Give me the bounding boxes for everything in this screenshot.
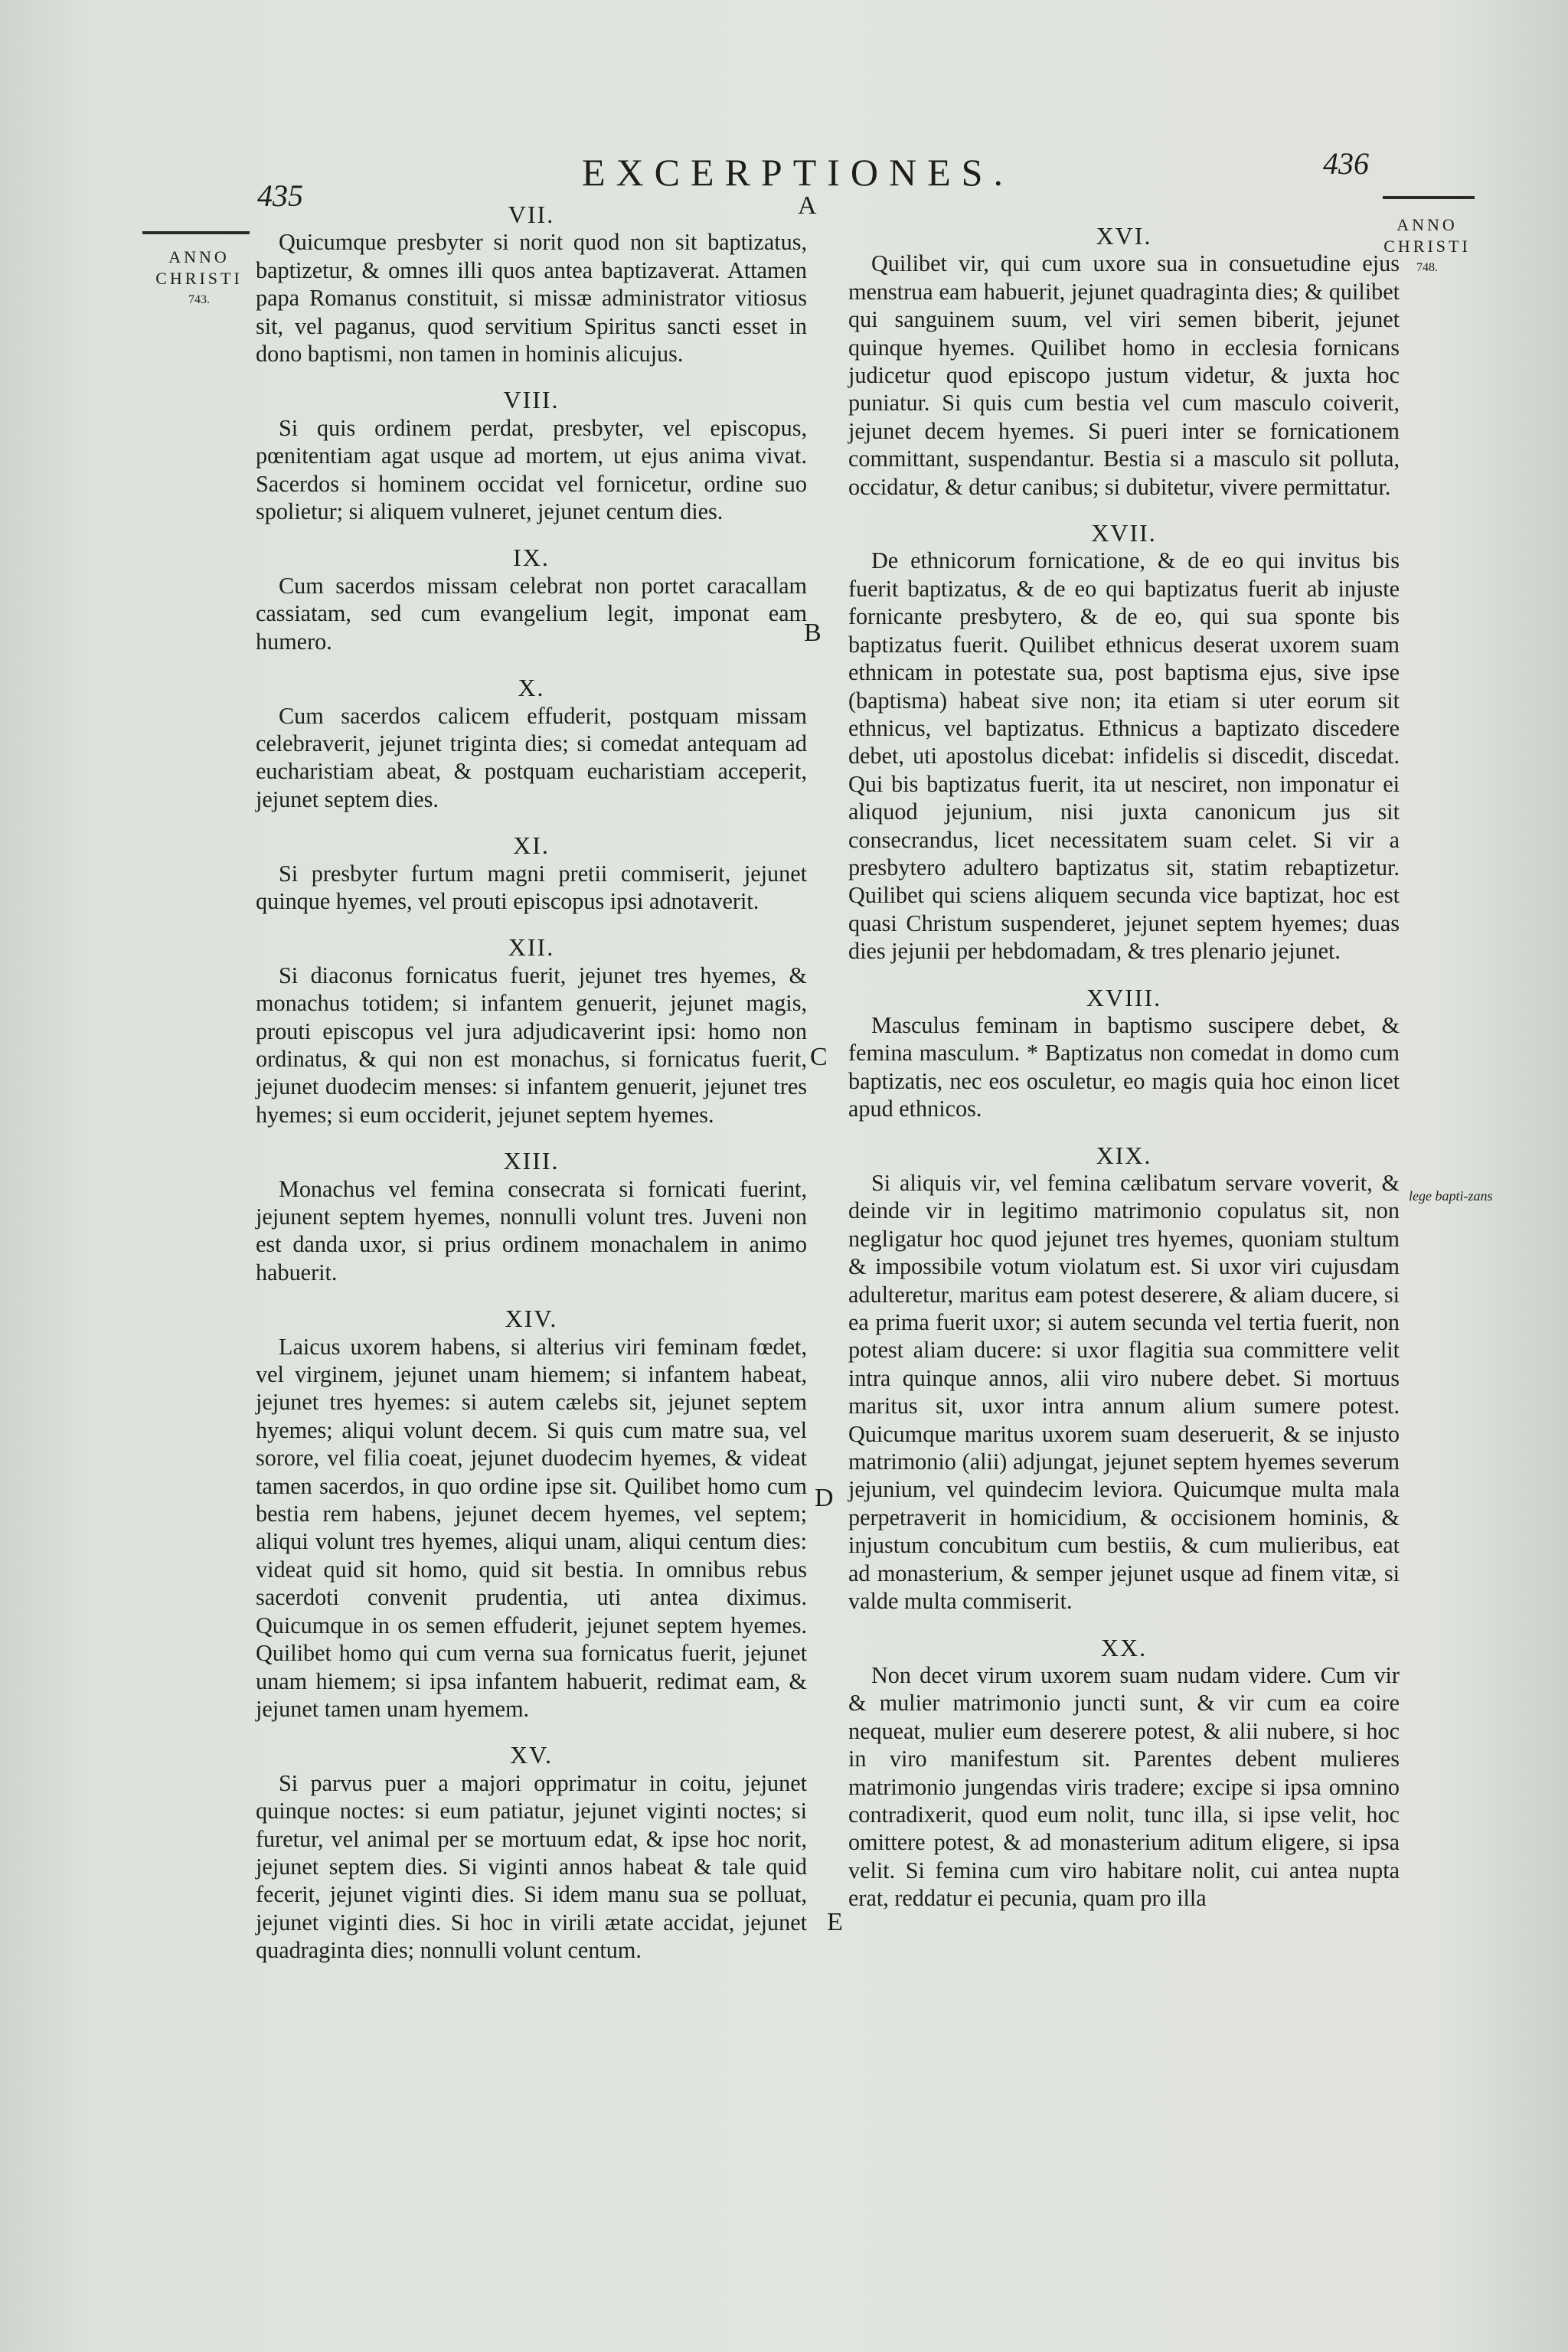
section-number: XIX. [1096,1141,1152,1169]
page-number-left: 435 [257,178,303,213]
section-text: Monachus vel femina consecrata si fornicati fuerint, jejunent septem hyemes, nonnulli volunt tres. Juveni non est danda uxor, si prius ordinem monachalem in animo habuerit. [256,1175,807,1285]
section-number: XV. [509,1741,554,1769]
section-text: Cum sacerdos missam celebrat non portet caracallam cassiatam, sed cum evangelium legit, imponat eam humero. [256,572,807,655]
margin-rule-right [1383,196,1475,199]
section-text: De ethnicorum fornicatione, & de eo qui invitus bis fuerit baptizatus, & de eo qui baptizatus fuerit ab injuste fornicante presbytero, & de eo, qui sua sponte bis baptizatus fuerit. Quilibet ethnicus deserat uxorem suam ethnicam in potestate sua, post baptisma ejus, sive ipse (baptisma) habeat sive non; ita etiam si uter eorum sit ethnicus, vel baptizatus. Ethnicus a baptizato discedere debet, uti apostolus dicebat: infidelis si discedit, discedat. Qui bis baptizatus fuerit, ita ut nesciret, non imponatur ei aliquod jejunium, nisi juxta canonicum jus sit consecrandus, licet necessitatem suam celet. Si vir a presbytero adultero baptizatus sit, statim rebaptizetur. Quilibet qui sciens aliquem secunda vice baptizat, hoc est quasi Christum suspenderet, jejunet septem hyemes; duas dies jejunii per hebdomadam, & tres plenario jejunet. [848,547,1400,965]
section-text: Non decet virum uxorem suam nudam videre. Cum vir & mulier matrimonio juncti sunt, & vir cum ea coire nequeat, mulier eum deserere potest, & alii nubere, si hoc in viro manifestum sit. Parentes debent mulieres matrimonio jungendas viris tradere; excipe si ipsa omnino contradixerit, quod eum nolit, tunc illa, si ipse velit, hoc omittere potest, & ad monasterium aditum eligere, si ipsa velit. Si femina cum viro habitare nolit, cui antea nupta erat, reddatur ei pecunia, quam pro illa [848,1661,1400,1912]
page-number-right: 436 [1323,146,1369,181]
anno-label: ANNO [168,247,230,266]
section-number: XVIII. [1086,983,1162,1011]
right-column [848,222,1400,1931]
section-text: Cum sacerdos calicem effuderit, postquam missam celebraverit, jejunet triginta dies; si comedat antequam ad eucharistiam abeat, & postquam eucharistiam acceperit, jejunet septem dies. [256,702,807,812]
margin-sidenote: lege bapti-zans [1409,1188,1493,1204]
section-number: VIII. [503,386,560,414]
section-letter-a: A [798,191,817,220]
section-number: XII. [508,933,555,962]
section-number: XX. [1100,1633,1148,1661]
christi-label: CHRISTI [155,269,243,288]
section-text: Laicus uxorem habens, si alterius viri feminam fœdet, vel virginem, jejunet unam hiemem; si infantem habeat, jejunet tres hyemes: si autem cælebs sit, jejunet septem hyemes; aliqui volunt decem. Si quis cum matre sua, vel sorore, vel filia coeat, jejunet duodecim hyemes, & videat tamen sacerdos, in quo ordine ipse sit. Quilibet homo cum bestia rem habens, jejunet decem hyemes, vel septem; aliqui volunt tres hyemes, aliqui unam, aliqui centum dies: videat quid sit homo, quid sit bestia. In omnibus rebus sacerdoti convenit prudentia, uti antea diximus. Quicumque in os semen effuderit, jejunet septem hyemes. Quilibet homo qui cum verna sua fornicatus fuerit, jejunet unam hiemem; si ipsa infantem habuerit, redimat eam, & jejunet tamen unam hyemem. [256,1333,807,1722]
section-number: XIII. [503,1147,560,1175]
section-letter-c: C [810,1043,828,1071]
section-number: XVII. [1091,519,1157,547]
section-number: XVI. [1096,222,1152,250]
section-text: Si diaconus fornicatus fuerit, jejunet tres hyemes, & monachus totidem; si infantem genuerit, jejunet magis, prouti episcopus vel jura adjudicaverint ipsi: homo non ordinatus, & qui non est monachus, si fornicatus fuerit, jejunet duodecim menses: si infantem genuerit, jejunet tres hyemes; si eum occiderit, jejunet septem hyemes. [256,962,807,1128]
section-text: Si presbyter furtum magni pretii commiserit, jejunet quinque hyemes, vel prouti episcopus ipsi adnotaverit. [256,860,807,914]
christi-label: CHRISTI [1383,237,1471,256]
section-text: Si aliquis vir, vel femina cælibatum servare voverit, & deinde vir in legitimo matrimonio copulatus sit, non negligatur hoc quod jejunet tres hyemes, quoniam stultum & impossibile votum violatum est. Si uxor viri cujusdam adulteretur, maritus eam potest deserere, & aliam ducere, si ea prima fuerit uxor; si autem secunda vel tertia fuerit, non potest aliam ducere: si uxor flagitia sua committere velit intra quinque annos, alii viro nubere debet. Si mortuus maritus sit, uxor intra annum alium sumere potest. Quicumque maritus uxorem suam deseruerit, & se injusto matrimonio (alii) adjungat, jejunet septem hyemes severum jejunium, vel quindecim leviora. Quicumque multa mala perpetraverit in homicidium, & occisionem hominis, & injustum concubitum cum bestiis, & cum mulieribus, eat ad monasterium, & semper jejunet usque ad finem vitæ, si valde multa commiserit. [848,1170,1400,1615]
section-letter-b: B [804,619,822,647]
anno-label: ANNO [1396,215,1458,234]
year-label: 748. [1416,261,1438,274]
running-title: EXCERPTIONES. [582,151,1014,194]
section-number: XI. [513,831,550,860]
section-number: XIV. [505,1305,558,1333]
section-letter-d: D [815,1484,834,1512]
section-number: VII. [508,201,555,228]
section-text: Si quis ordinem perdat, presbyter, vel episcopus, pœnitentiam agat usque ad mortem, ut ejus anima vivat. Sacerdos si hominem occidat vel fornicetur, ordine suo spolietur; si aliquem vulneret, jejunet centum dies. [256,414,807,525]
section-text: Si parvus puer a majori opprimatur in coitu, jejunet quinque noctes: si eum patiatur, jejunet viginti noctes; si furetur, vel animal per se mortuum edat, & ipse hoc norit, jejunet septem dies. Si viginti annos habeat & tale quid fecerit, jejunet viginti dies. Si idem manu sua se polluat, jejunet viginti dies. Si hoc in virili ætate accidat, jejunet quadraginta dies; nonnulli volunt centum. [256,1769,807,1964]
section-number: X. [518,674,545,702]
margin-anno-left [145,247,253,311]
section-letter-e: E [827,1908,843,1936]
margin-rule-left [142,231,250,234]
left-column [256,201,807,1983]
year-label: 743. [188,293,210,306]
section-text: Masculus feminam in baptismo suscipere debet, & femina masculum. * Baptizatus non comedat in domo cum baptizatis, nec eos osculetur, eo magis quia hoc einon licet apud ethnicos. [848,1011,1400,1122]
section-text: Quilibet vir, qui cum uxore sua in consuetudine ejus menstrua eam habuerit, jejunet quadraginta dies; & quilibet qui sanguinem suum, vel viri semen biberit, jejunet quinque hyemes. Quilibet homo in ecclesia fornicans judicetur quod episcopo justum videtur, & juxta hoc puniatur. Si quis cum bestia vel cum masculo coiverit, jejunet decem hyemes. Si pueri inter se fornicationem committant, suspendantur. Bestia si a masculo sit polluta, occidatur, & detur canibus; si dubitetur, vivere permittatur. [848,250,1400,500]
section-text: Quicumque presbyter si norit quod non sit baptizatus, baptizetur, & omnes illi quos antea baptizaverat. Attamen papa Romanus constituit, si missæ administrator vitiosus sit, vel paganus, quod servitium Spiritus sancti esset in dono baptismi, non tamen in hominis alicujus. [256,229,807,368]
section-number: IX. [513,544,550,572]
